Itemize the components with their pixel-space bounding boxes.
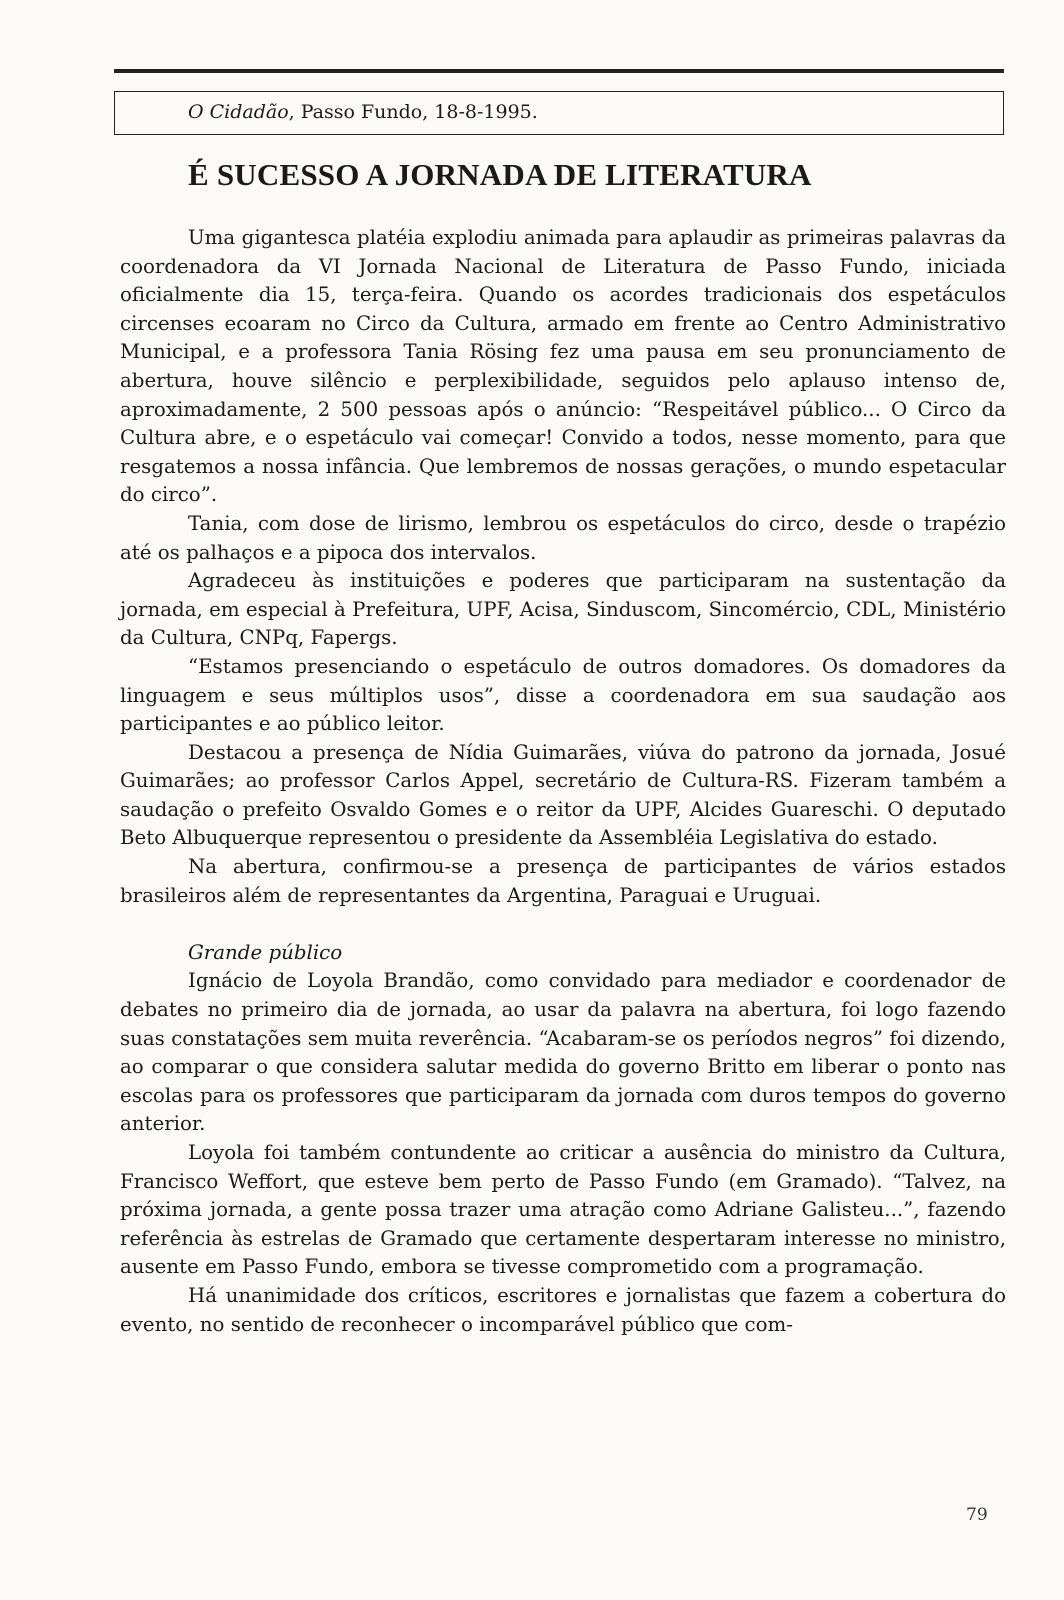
source-citation (114, 91, 1004, 135)
paragraph-2: Tania, com dose de lirismo, lembrou os espetáculos do circo, desde o trapézio até os palhaços e a pipoca dos intervalos. (120, 511, 1006, 564)
top-rule (114, 69, 1004, 73)
article-headline: É SUCESSO A JORNADA DE LITERATURA (188, 157, 812, 192)
paragraph-5: Destacou a presença de Nídia Guimarães, viúva do patrono da jornada, Josué Guimarães; ao professor Carlos Appel, secretário de Cultura-RS. Fizeram também a saudação o prefeito Osvaldo Gomes e o reitor da UPF, Alcides Guareschi. O deputado Beto Albuquerque representou o presidente da Assembléia Legislativa do estado. (120, 740, 1006, 850)
paragraph-1: Uma gigantesca platéia explodiu animada para aplaudir as primeiras palavras da coordenadora da VI Jornada Nacional de Literatura de Passo Fundo, iniciada oficialmente dia 15, terça-feira. Quando os acordes tradicionais dos espetáculos circenses ecoaram no Circo da Cultura, armado em frente ao Centro Administrativo Municipal, e a professora Tania Rösing fez uma pausa em seu pronunciamento de abertura, houve silêncio e perplexibilidade, seguidos pelo aplauso intenso de, aproximadamente, 2 500 pessoas após o anúncio: “Respeitável público... O Circo da Cultura abre, e o espetáculo vai começar! Convido a todos, nesse momento, para que resgatemos a nossa infância. Que lembremos de nossas gerações, o mundo espetacular do circo”. (120, 226, 1006, 507)
source-place-date: , Passo Fundo, 18-8-1995. (288, 101, 538, 123)
paragraph-9: Há unanimidade dos críticos, escritores e jornalistas que fazem a cobertura do evento, no sentido de reconhecer o incomparável público que com- (120, 1283, 1006, 1336)
page-number: 79 (966, 1505, 988, 1525)
source-publication: O Cidadão (188, 101, 289, 123)
paragraph-8: Loyola foi também contundente ao criticar a ausência do ministro da Cultura, Francisco Weffort, que esteve bem perto de Passo Fundo (em Gramado). “Talvez, na próxima jornada, a gente possa trazer uma atração como Adriane Galisteu...”, fazendo referência às estrelas de Gramado que certamente despertaram interesse no ministro, ausente em Passo Fundo, embora se tivesse comprometido com a programação. (120, 1141, 1006, 1279)
paragraph-3: Agradeceu às instituições e poderes que participaram na sustentação da jornada, em especial à Prefeitura, UPF, Acisa, Sinduscom, Sincomércio, CDL, Ministério da Cultura, CNPq, Fapergs. (120, 569, 1006, 650)
section-subhead: Grande público (188, 940, 343, 964)
article-body (120, 224, 1006, 1339)
paragraph-6: Na abertura, confirmou-se a presença de participantes de vários estados brasileiros além de representantes da Argentina, Paraguai e Uruguai. (120, 855, 1006, 907)
paragraph-4: “Estamos presenciando o espetáculo de outros domadores. Os domadores da linguagem e seus múltiplos usos”, disse a coordenadora em sua saudação aos participantes e ao público leitor. (120, 654, 1006, 736)
paragraph-7: Ignácio de Loyola Brandão, como convidado para mediador e coordenador de debates no primeiro dia de jornada, ao usar da palavra na abertura, foi logo fazendo suas constatações sem muita reverência. “Acabaram-se os períodos negros” foi dizendo, ao comparar o que considera salutar medida do governo Britto em liberar o ponto nas escolas para os professores que participaram da jornada com duros tempos do governo anterior. (120, 969, 1006, 1136)
